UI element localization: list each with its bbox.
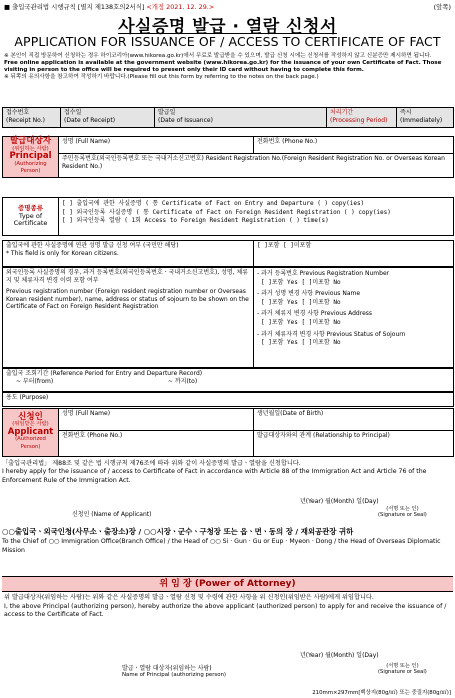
history-item-label: - 과거 체류자격 변경 사항 Previous Status of Sojourn xyxy=(257,330,406,338)
applicant-dob-field[interactable]: 생년월일(Date of Birth) xyxy=(254,409,454,431)
immediately-cell: 즉시 (Immediately) xyxy=(397,108,454,128)
addressee xyxy=(2,527,449,556)
poa-korean: 위 발급대상자(위임하는 사람)는 위와 같은 사실증명의 발급ㆍ열람 신청 및 수령에 관한 사항을 위 신청인(위임받은 사람)에게 위임합니다. xyxy=(4,594,374,601)
page-side-label: (앞쪽) xyxy=(433,3,451,11)
power-of-attorney-title: 위 임 장 (Power of Attorney) xyxy=(2,576,453,592)
applicant-relationship-field[interactable]: 발급대상자와의 관계 (Relationship to Principal) xyxy=(254,431,454,457)
entry-country-question: 출입국에 관한 사실증명에 연관 성명 발급 신청 여부 (국민만 해당) * This field is only for Korean citizens. xyxy=(3,241,254,267)
poa-english: I, the above Principal (authorizing person), hereby authorize the above applicant (authorized person) to apply for and receive the issuance of / access to the Certificate of Fact. xyxy=(4,602,447,619)
poa-date[interactable]: 년(Year) 월(Month) 일(Day) xyxy=(300,652,379,659)
principal-phone-field[interactable]: 전화번호 (Phone No.) xyxy=(254,137,454,154)
receipt-table xyxy=(2,107,454,128)
purpose-table xyxy=(2,392,454,407)
history-item-choice[interactable]: [ ]포함 Yes [ ]미포함 No xyxy=(261,298,341,306)
history-item-label: - 과거 성명 변경 사항 Previous Name xyxy=(257,290,361,298)
history-item-label: - 과거 체류지 변경 사항 Previous Address xyxy=(257,310,373,318)
principal-name-field[interactable]: 성명 (Full Name) xyxy=(59,137,254,154)
applicant-table xyxy=(2,408,454,457)
poa-signer-label-en: Name of Principal (authorizing person) xyxy=(122,672,227,678)
principal-signature-box[interactable]: (서명 또는 인) (Signature or Seal) xyxy=(378,663,427,675)
period-table xyxy=(2,368,454,392)
history-item-label: - 과거 등록번호 Previous Registration Number xyxy=(257,270,390,277)
cert-type-options xyxy=(59,198,454,236)
principal-label: 발급대상자 (위임하는 사람) Principal (Authorizing Person) xyxy=(3,137,59,178)
declaration xyxy=(2,460,449,485)
cert-option-access-registration[interactable]: [ ] 외국인등록 열람 ( 1회 Access to Foreign Resident Registration ( ) time(s) xyxy=(62,217,329,225)
poa-signer-label: 발급ㆍ열람 대상자(위임하는 사람) xyxy=(122,665,212,672)
applicant-signer-label: 신청인 (Name of Applicant) xyxy=(72,511,152,518)
history-options xyxy=(254,268,454,368)
declaration-date[interactable]: 년(Year) 월(Month) 일(Day) xyxy=(300,498,379,505)
receipt-no-cell: 접수번호 (Receipt No.) xyxy=(3,108,61,128)
addressee-korean: ○○출입국ㆍ외국인청(사무소ㆍ출장소)장 / ○○시장ㆍ군수ㆍ구청장 또는 읍ㆍ면ㆍ동의 장 / 재외공관장 귀하 xyxy=(2,527,354,536)
history-item-choice[interactable]: [ ]포함 Yes [ ]미포함 No xyxy=(261,318,341,326)
note-korean-online: ※ 본인이 직접 방문하여 신청하는 경우 하이코리아(www.hikorea.go.kr)에서 무료로 발급받을 수 있으며, 발급 신청 시에는 신청서를 작성하지 않고 신분증만 제시하면 됩니다. xyxy=(4,53,432,59)
note-back-page: ※ 뒤쪽의 유의사항을 참고하여 작성하기 바랍니다.(Please fill out this form by referring to the notes on the back page.) xyxy=(4,74,319,80)
cert-type-label: 증명종류 Type of Certificate xyxy=(3,198,59,236)
applicant-name-field[interactable]: 성명 (Full Name) xyxy=(59,409,254,431)
history-item-choice[interactable]: [ ]포함 Yes [ ]미포함 No xyxy=(261,278,341,286)
entry-country-table xyxy=(2,240,454,267)
principal-table xyxy=(2,136,454,178)
history-description: 외국인등록 사실증명의 경우, 과거 등록번호(외국인등록번호ㆍ국내거소신고번호), 성명, 체류지 및 체류자격 변경 이력 포함 여부 Previous registration number (Foreign resident registration number or Overseas Korean resident number), name, address or status of sojourn to be shown on the Certificate of Fact on Foreign Resident Registration xyxy=(3,268,254,368)
purpose-field[interactable]: 용도 (Purpose) xyxy=(3,393,454,407)
cert-option-entry-departure[interactable]: [ ] 출입국에 관한 사실증명 ( 통 Certificate of Fact on Entry and Departure ( ) copy(ies) xyxy=(62,200,365,207)
title-english: APPLICATION FOR ISSUANCE OF / ACCESS TO CERTIFICATE OF FACT xyxy=(14,34,441,49)
cert-type-table xyxy=(2,197,454,236)
processing-period-cell: 처리기간 (Processing Period) xyxy=(327,108,397,128)
principal-registration-field[interactable]: 주민등록번호(외국인등록번호 또는 국내거소신고번호) Resident Registration No.(Foreign Resident Registration No. or Overseas Korean Resident No.) xyxy=(59,154,454,178)
declaration-korean: 「출입국관리법」 제88조 및 같은 법 시행규칙 제76조에 따라 위와 같이 사실증명의 발급ㆍ열람을 신청합니다. xyxy=(2,460,301,467)
history-item-choice[interactable]: [ ]포함 Yes [ ]미포함 No xyxy=(261,339,341,347)
form-reference: ■ 출입국관리법 시행규칙 [별지 제138호의2서식] <개정 2021. 12. 29.> xyxy=(4,3,215,11)
date-receipt-cell: 접수일 (Date of Receipt) xyxy=(61,108,155,128)
cert-option-foreign-registration[interactable]: [ ] 외국인등록 사실증명 ( 통 Certificate of Fact on Foreign Resident Registration ( ) copy(ies) xyxy=(62,208,391,216)
entry-country-choice[interactable]: [ ]포함 [ ]미포함 xyxy=(254,241,454,267)
applicant-phone-field[interactable]: 전화번호 (Phone No.) xyxy=(59,431,254,457)
declaration-english: I hereby apply for the issuance of / access to Certificate of Fact in accordance with Article 88 of the Immigration Act and Article 76 of the Enforcement Rule of the Immigration Act. xyxy=(2,468,427,484)
power-of-attorney-text xyxy=(4,594,451,620)
applicant-label: 신청인 (위임받은 사람) Applicant (Authorized Person) xyxy=(3,409,59,457)
foreign-registration-history-table xyxy=(2,267,454,368)
title-korean: 사실증명 발급 · 열람 신청서 xyxy=(118,17,337,37)
amendment-date: <개정 2021. 12. 29.> xyxy=(146,3,215,11)
applicant-signature-box[interactable]: (서명 또는 인) (Signature or Seal) xyxy=(378,506,427,518)
instruction-notes xyxy=(4,53,451,81)
addressee-english: To the Chief of ○○ Immigration Office(Branch Office) / the Head of ○○ Si · Gun · Gu or Eup · Myeon · Dong / the Head of Overseas Diplomatic Mission xyxy=(2,537,441,555)
note-english-online: Free online application is available at the government website (www.hikorea.go.kr) for the issuance of your own Certificate of Fact. Those visiting in person to the office will be required to present only their ID card without having to complete this form. xyxy=(4,60,442,73)
date-issuance-cell: 발급일 (Date of Issuance) xyxy=(155,108,327,128)
form-header xyxy=(4,2,451,11)
paper-spec-footer: 210mm×297mm[백상지(80g/㎡) 또는 중질지(80g/㎡)] xyxy=(312,690,451,696)
reference-period-field[interactable]: 출입국 조회기간 (Reference Period for Entry and Departure Record) ~ 부터(from) ~ 까지(to) xyxy=(3,369,454,392)
